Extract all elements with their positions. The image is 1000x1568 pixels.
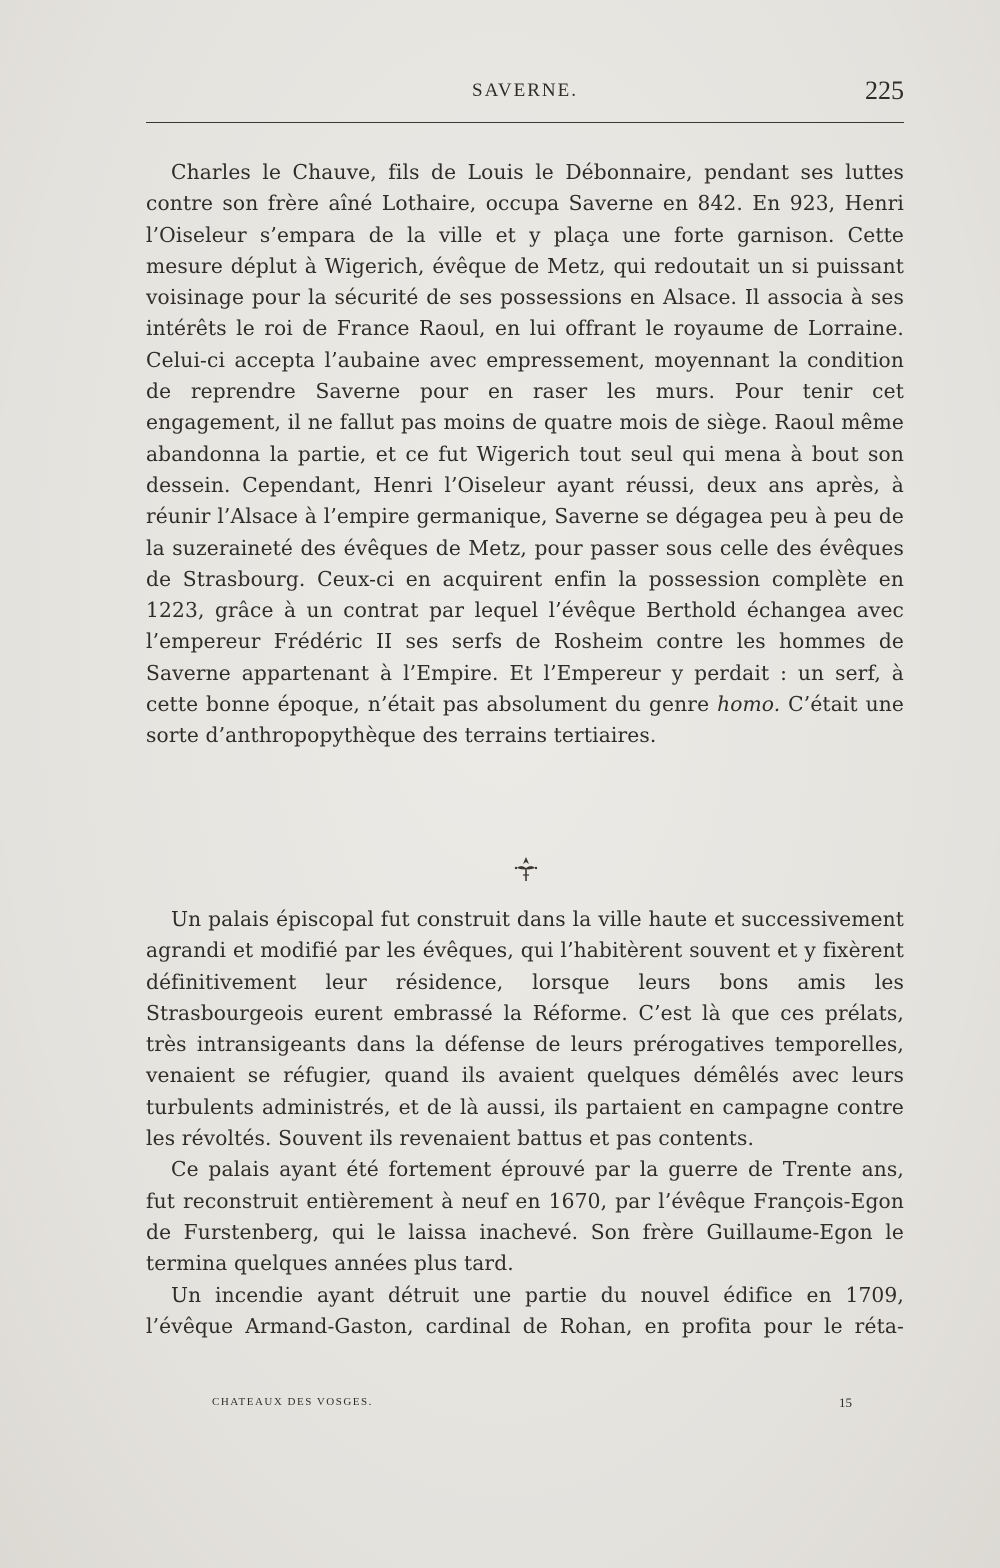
running-head [146,78,904,108]
signature-mark: 15 [839,1395,852,1410]
page-number: 225 [865,76,904,105]
fleuron-ornament-icon [511,854,541,884]
paragraph-ce-palais: Ce palais ayant été fortement éprouvé par la guerre de Trente ans, fut reconstruit entièrement à neuf en 1670, par l’évêque François-Egon de Furstenberg, qui le laissa inachevé. Son frère Guillaume-Egon le termina quelques années plus tard. [146,1157,904,1276]
text-block-top [146,157,904,752]
paragraph-text: Charles le Chauve, fils de Louis le Débonnaire, pendant ses luttes contre son frère aîné Lothaire, occupa Saverne en 842. En 923, Henri l’Oiseleur s’empara de la ville et y plaça une forte garnison. Cette mesure déplut à Wigerich, évêque de Metz, qui redoutait un si puissant voisinage pour la sécurité de ses possessions en Alsace. Il associa à ses intérêts le roi de France Raoul, en lui offrant le royaume de Lorraine. Celui-ci accepta l’aubaine avec empressement, moyennant la condition de reprendre Saverne pour en raser les murs. Pour tenir cet engagement, il ne fallut pas moins de quatre mois de siège. Raoul même abandonna la partie, et ce fut Wigerich tout seul qui mena à bout son dessein. Cependant, Henri l’Oiseleur ayant réussi, deux ans après, à réunir l’Alsace à l’empire germanique, Saverne se dégagea peu à peu de la suzeraineté des évêques de Metz, pour passer sous celle des évêques de Strasbourg. Ceux-ci en acquirent enfin la possession complète en 1223, grâce à un contrat par lequel l’évêque Berthold échangea avec l’empereur Frédéric II ses serfs de Rosheim contre les hommes de Saverne appartenant à l’Empire. Et l’Empereur y perdait : un serf, à cette bonne époque, n’était pas absolument du genre [146,160,904,717]
header-rule [146,122,904,123]
running-title: SAVERNE. [472,80,578,101]
paragraph-palais-episcopal: Un palais épiscopal fut construit dans la ville haute et successivement agrandi et modifié par les évêques, qui l’habitèrent souvent et y fixèrent définitivement leur résidence, lorsque leurs bons amis les Strasbourgeois eurent embrassé la Réforme. C’est là que ces prélats, très intransigeants dans la défense de leurs prérogatives temporelles, venaient se réfugier, quand ils avaient quelques démêlés avec leurs turbulents administrés, et de là aussi, ils partaient en campagne contre les révoltés. Souvent ils revenaient battus et pas contents. [146,907,904,1151]
paragraph-text-end: C’était une sorte d’anthropopythèque des terrains tertiaires. [146,692,904,748]
text-block-bottom [146,904,904,1342]
footer-book-title: CHATEAUX DES VOSGES. [212,1396,373,1408]
page-footer [212,1396,852,1416]
paragraph-charles-le-chauve [146,157,904,752]
italic-word: homo. [717,692,781,717]
paragraph-incendie: Un incendie ayant détruit une partie du nouvel édifice en 1709, l’évêque Armand-Gaston, cardinal de Rohan, en profita pour le réta- [146,1282,904,1338]
